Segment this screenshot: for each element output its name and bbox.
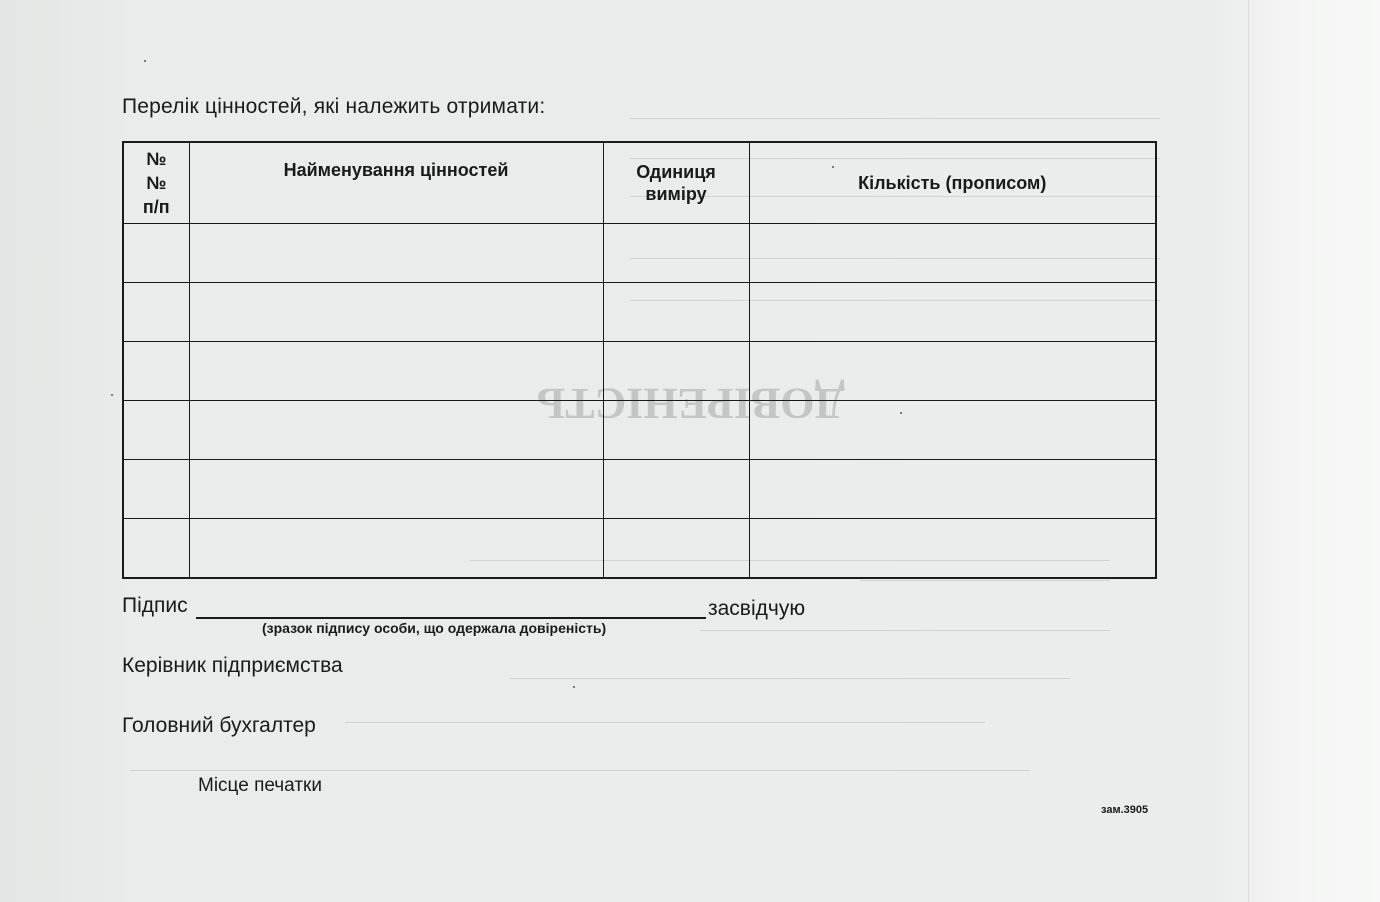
signature-certify-label: засвідчую [708,597,806,620]
cell-number[interactable] [123,224,189,283]
cell-quantity[interactable] [749,401,1156,460]
cell-unit[interactable] [603,401,749,460]
cell-number[interactable] [123,401,189,460]
cell-quantity[interactable] [749,224,1156,283]
cell-name[interactable] [189,519,603,579]
cell-name[interactable] [189,401,603,460]
bleed-through-line [860,580,1110,581]
paper-speck [573,686,575,688]
values-list-heading: Перелік цінностей, які належить отримати: [122,95,546,118]
bleed-through-line [700,630,1110,631]
values-table [122,141,1157,579]
cell-quantity[interactable] [749,460,1156,519]
table-row [123,401,1156,460]
stamp-place-label: Місце печатки [198,775,322,796]
cell-number[interactable] [123,342,189,401]
paper-edge [1248,0,1380,902]
bleed-through-line [130,770,1030,771]
column-header-unit: Одиниця виміру [603,142,749,224]
column-header-number: №№ п/п [123,142,189,224]
cell-name[interactable] [189,224,603,283]
signature-label: Підпис [122,594,188,617]
cell-number[interactable] [123,283,189,342]
paper-speck [144,60,146,62]
cell-number[interactable] [123,519,189,579]
column-header-quantity: Кількість (прописом) [749,142,1156,224]
cell-name[interactable] [189,342,603,401]
table-row [123,342,1156,401]
cell-unit[interactable] [603,224,749,283]
signature-caption: (зразок підпису особи, що одержала довіреність) [262,620,607,636]
signature-line[interactable] [196,617,706,619]
cell-name[interactable] [189,460,603,519]
cell-unit[interactable] [603,460,749,519]
order-number: зам.3905 [1101,804,1149,816]
cell-unit[interactable] [603,342,749,401]
cell-unit[interactable] [603,519,749,579]
bleed-through-line [630,118,1160,119]
bleed-through-title: ДОВІРЕНІСТЬ [536,379,845,428]
bleed-through-line [345,722,985,723]
cell-quantity[interactable] [749,519,1156,579]
cell-quantity[interactable] [749,342,1156,401]
director-label: Керівник підприємства [122,654,343,677]
paper-speck [111,394,113,396]
cell-name[interactable] [189,283,603,342]
column-header-name: Найменування цінностей [189,142,603,224]
chief-accountant-label: Головний бухгалтер [122,714,316,737]
cell-quantity[interactable] [749,283,1156,342]
table-row [123,460,1156,519]
cell-unit[interactable] [603,283,749,342]
table-row [123,224,1156,283]
table-row [123,519,1156,579]
cell-number[interactable] [123,460,189,519]
table-header-row [123,142,1156,224]
bleed-through-line [510,678,1070,679]
table-row [123,283,1156,342]
